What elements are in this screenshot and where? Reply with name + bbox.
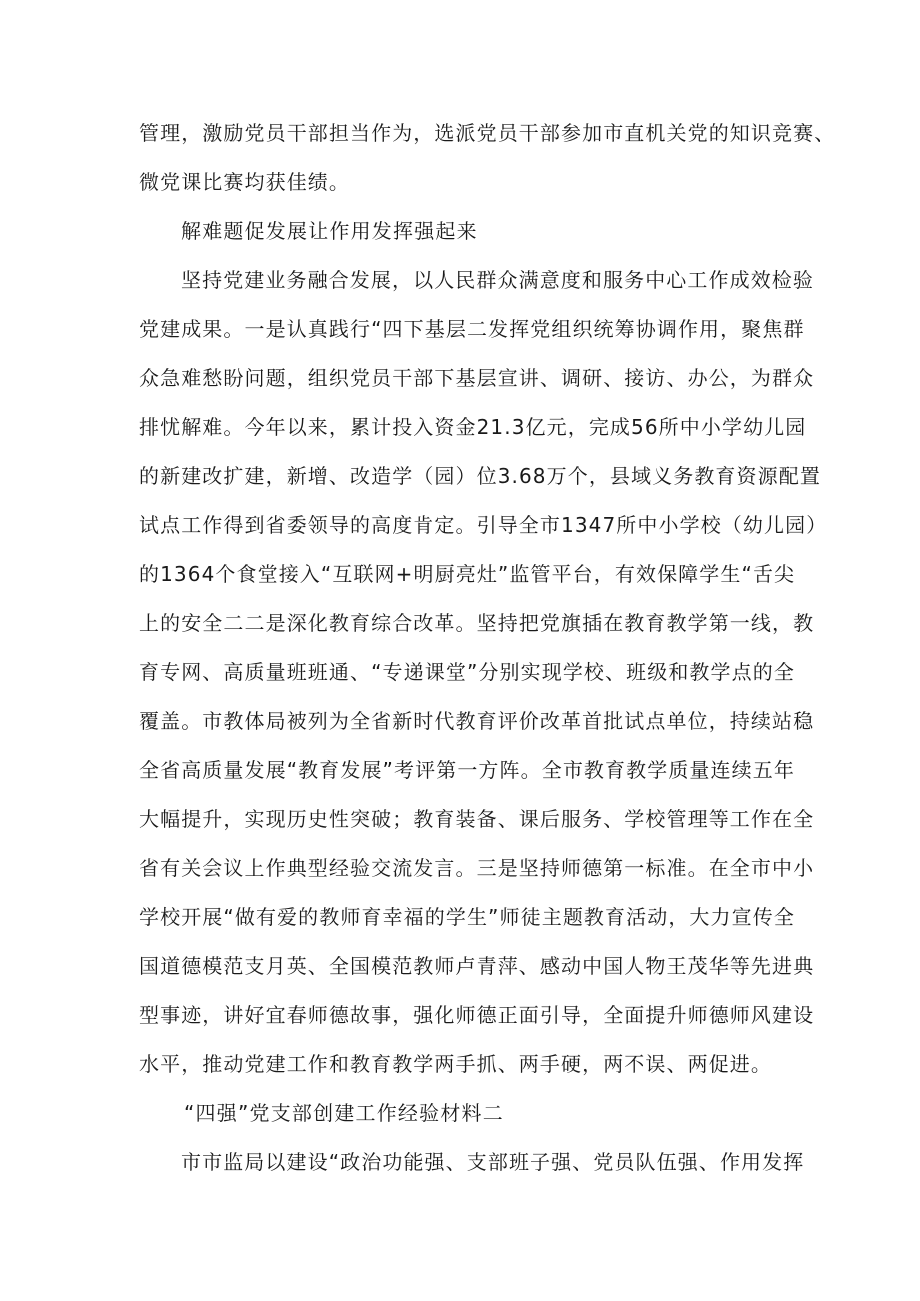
paragraph-line: 型事迹，讲好宜春师德故事，强化师德正面引导，全面提升师德师风建设 xyxy=(139,1003,815,1027)
paragraph-line: 众急难愁盼问题，组织党员干部下基层宣讲、调研、接访、办公，为群众 xyxy=(139,366,815,390)
paragraph-line: 坚持党建业务融合发展，以人民群众满意度和服务中心工作成效检验 xyxy=(181,268,814,292)
paragraph-line: 管理，激励党员干部担当作为，选派党员干部参加市直机关党的知识竞赛、 xyxy=(139,121,836,145)
section-heading: 解难题促发展让作用发挥强起来 xyxy=(181,219,478,243)
paragraph-line: 市市监局以建设“政治功能强、支部班子强、党员队伍强、作用发挥 xyxy=(181,1150,805,1174)
paragraph-line: 省有关会议上作典型经验交流发言。三是坚持师德第一标准。在全市中小 xyxy=(139,856,815,880)
paragraph-line: 排忧解难。今年以来，累计投入资金21.3亿元，完成56所中小学幼儿园 xyxy=(139,415,807,439)
paragraph-line: 覆盖。市教体局被列为全省新时代教育评价改革首批试点单位，持续站稳 xyxy=(139,709,815,733)
paragraph-line: 育专网、高质量班班通、“专递课堂”分别实现学校、班级和教学点的全 xyxy=(139,660,795,684)
paragraph-line: 党建成果。一是认真践行“四下基层二发挥党组织统筹协调作用，聚焦群 xyxy=(139,317,805,341)
paragraph-line: 水平，推动党建工作和教育教学两手抓、两手硬，两不误、两促进。 xyxy=(139,1052,772,1076)
paragraph-line: 国道德模范支月英、全国模范教师卢青萍、感动中国人物王茂华等先进典 xyxy=(139,954,815,978)
paragraph-line: 全省高质量发展“教育发展”考评第一方阵。全市教育教学质量连续五年 xyxy=(139,758,795,782)
paragraph-line: 上的安全二二是深化教育综合改革。坚持把党旗插在教育教学第一线，教 xyxy=(139,611,815,635)
section-heading: “四强”党支部创建工作经验材料二 xyxy=(184,1101,504,1125)
paragraph-line: 大幅提升，实现历史性突破；教育装备、课后服务、学校管理等工作在全 xyxy=(139,807,815,831)
paragraph-line: 试点工作得到省委领导的高度肯定。引导全市1347所中小学校（幼儿园） xyxy=(139,513,828,537)
paragraph-line: 的1364个食堂接入“互联网+明厨亮灶”监管平台，有效保障学生“舌尖 xyxy=(139,562,796,586)
paragraph-line: 的新建改扩建，新增、改造学（园）位3.68万个，县域义务教育资源配置 xyxy=(139,464,821,488)
paragraph-line: 微党课比赛均获佳绩。 xyxy=(139,170,350,194)
paragraph-line: 学校开展“做有爱的教师育幸福的学生”师徒主题教育活动，大力宣传全 xyxy=(139,905,795,929)
